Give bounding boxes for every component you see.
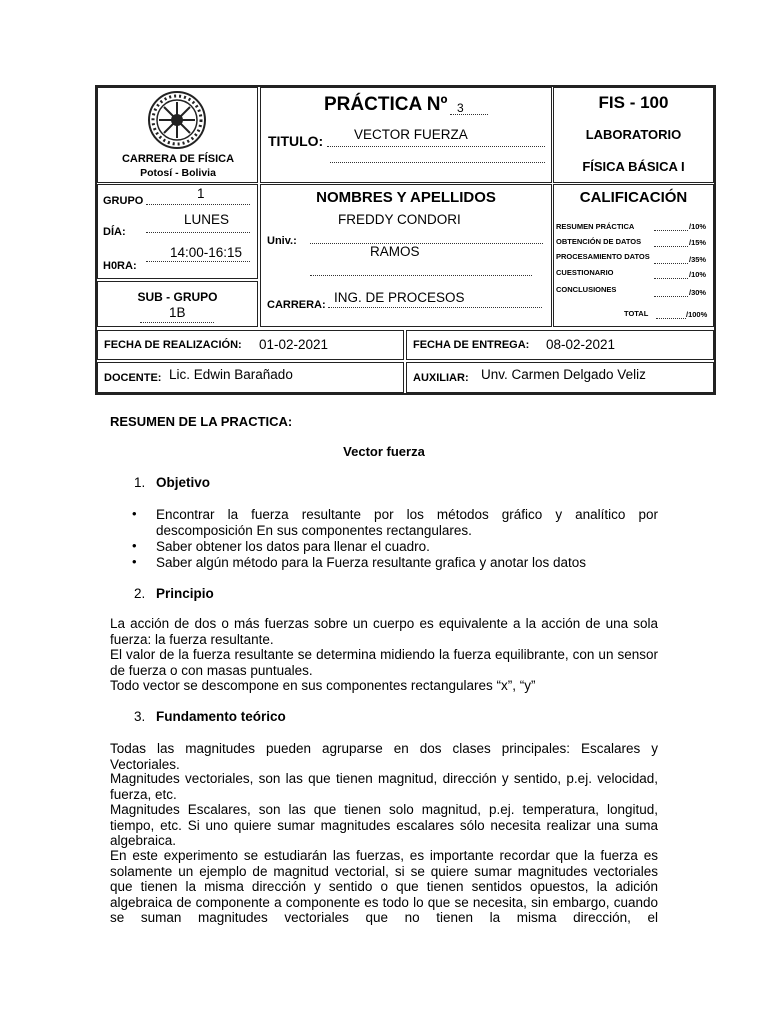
university-seal-icon	[145, 90, 209, 150]
practica-dots	[450, 114, 488, 115]
course-code: FIS - 100	[598, 93, 669, 112]
paragraph: La acción de dos o más fuerzas sobre un cuerpo es equivalente a la acción de una sola fuerza: la fuerza resultante.	[110, 616, 658, 647]
location-label: Potosí - Bolivia	[140, 167, 216, 179]
carrera-label: CARRERA:	[267, 299, 326, 311]
practica-number: 3	[457, 101, 464, 115]
paragraph: Todo vector se descompone en sus componentes rectangulares “x”, “y”	[110, 678, 536, 693]
document-title: Vector fuerza	[343, 444, 425, 459]
dia-dots	[146, 232, 250, 233]
bullet-icon: •	[132, 538, 137, 553]
paragraph: Magnitudes vectoriales, son las que tienen magnitud, dirección y sentido, p.ej. velocidad, fuerza, etc.	[110, 771, 658, 802]
grade-row-pct: /35%	[689, 255, 707, 264]
grupo-label: GRUPO	[103, 195, 144, 207]
grade-row-label: PROCESAMIENTO DATOS	[556, 252, 650, 261]
grade-row-pct: /15%	[689, 238, 707, 247]
entrega-value: 08-02-2021	[546, 337, 616, 352]
grade-row-label: OBTENCIÓN DE DATOS	[556, 237, 642, 246]
bullet-icon: •	[132, 506, 137, 521]
lab-label: LABORATORIO	[585, 127, 682, 142]
paragraph: En este experimento se estudiarán las fuerzas, es importante recordar que la fuerza es solamente un ejemplo de magnitud vectorial, si se quiere sumar magnitudes vectoriales que tienen la misma dirección y sentido o que tienen sentidos opuestos, la adición algebraica de componente a componente es todo lo que se necesita, sin embargo, cuando se suman magnitudes vectoriales que no tienen la misma dirección, el	[110, 848, 658, 925]
dia-label: DÍA:	[103, 226, 126, 238]
subgroup-label: SUB - GRUPO	[137, 290, 218, 304]
hora-label: H0RA:	[103, 260, 137, 272]
grade-row-label: RESUMEN PRÁCTICA	[556, 222, 635, 231]
hora-dots	[146, 261, 250, 262]
titulo-value: VECTOR FUERZA	[354, 127, 468, 142]
name-line-1: FREDDY CONDORI	[338, 212, 461, 227]
grade-total-label: TOTAL	[624, 309, 649, 318]
grade-dots	[656, 318, 686, 319]
auxiliar-label: AUXILIAR:	[413, 372, 469, 384]
realizacion-label: FECHA DE REALIZACIÓN:	[104, 339, 242, 351]
grade-dots	[654, 230, 688, 231]
career-label: CARRERA DE FÍSICA	[121, 153, 235, 165]
grade-dots	[654, 296, 688, 297]
paragraph: Magnitudes Escalares, son las que tienen solo magnitud, p.ej. temperatura, longitud, tiempo, etc. Si uno quiere sumar magnitudes escalares sólo necesita realizar una suma algebraica.	[110, 802, 658, 848]
grade-row-pct: /30%	[689, 288, 707, 297]
realizacion-value: 01-02-2021	[259, 337, 329, 352]
resumen-heading: RESUMEN DE LA PRACTICA:	[110, 414, 293, 429]
dia-value: LUNES	[184, 212, 230, 227]
section-number: 1.	[134, 475, 146, 490]
paragraph: Todas las magnitudes pueden agruparse en dos clases principales: Escalares y Vectoriales.	[110, 741, 658, 772]
section-number: 2.	[134, 586, 146, 601]
bullet-icon: •	[132, 554, 137, 569]
grade-total-pct: /100%	[686, 310, 708, 319]
practica-label: PRÁCTICA Nº	[324, 94, 448, 115]
grade-row-label: CONCLUSIONES	[556, 285, 617, 294]
docente-value: Lic. Edwin Barañado	[169, 367, 293, 382]
subgroup-box	[97, 281, 258, 327]
entrega-label: FECHA DE ENTREGA:	[413, 339, 530, 351]
univ-label: Univ.:	[267, 235, 297, 247]
titulo-dots-2	[330, 162, 545, 163]
grade-dots	[654, 278, 688, 279]
subgroup-value: 1B	[169, 305, 186, 320]
grupo-value: 1	[197, 186, 205, 201]
grade-row-pct: /10%	[689, 270, 707, 279]
titulo-label: TITULO:	[268, 133, 324, 149]
grade-row-pct: /10%	[689, 222, 707, 231]
bullet-item: Saber algún método para la Fuerza resultante grafica y anotar los datos	[156, 555, 587, 570]
univ-dots-2	[310, 275, 532, 276]
grade-dots	[654, 246, 688, 247]
section-title-fundamento: Fundamento teórico	[156, 709, 286, 724]
section-title-objetivo: Objetivo	[156, 475, 211, 490]
univ-dots-1	[310, 243, 543, 244]
grupo-dots	[146, 204, 250, 205]
lab-name: FÍSICA BÁSICA I	[582, 159, 685, 174]
bullet-item: Saber obtener los datos para llenar el cuadro.	[156, 539, 430, 554]
auxiliar-value: Unv. Carmen Delgado Veliz	[481, 367, 646, 382]
hora-value: 14:00-16:15	[170, 245, 243, 260]
carrera-dots	[328, 307, 542, 308]
carrera-value: ING. DE PROCESOS	[334, 290, 465, 305]
paragraph: El valor de la fuerza resultante se determina midiendo la fuerza equilibrante, con un sensor de fuerza o con masas puntuales.	[110, 647, 658, 678]
titulo-dots-1	[327, 146, 545, 147]
grades-title: CALIFICACIÓN	[579, 189, 688, 206]
docente-label: DOCENTE:	[104, 372, 162, 384]
section-title-principio: Principio	[156, 586, 214, 601]
bullet-item: Encontrar la fuerza resultante por los métodos gráfico y analítico por descomposición En sus componentes rectangulares.	[156, 507, 658, 538]
subgroup-dots	[140, 322, 214, 323]
name-line-2: RAMOS	[370, 244, 420, 259]
names-title: NOMBRES Y APELLIDOS	[316, 189, 496, 206]
section-number: 3.	[134, 709, 146, 724]
grade-dots	[654, 263, 688, 264]
grade-row-label: CUESTIONARIO	[556, 268, 614, 277]
